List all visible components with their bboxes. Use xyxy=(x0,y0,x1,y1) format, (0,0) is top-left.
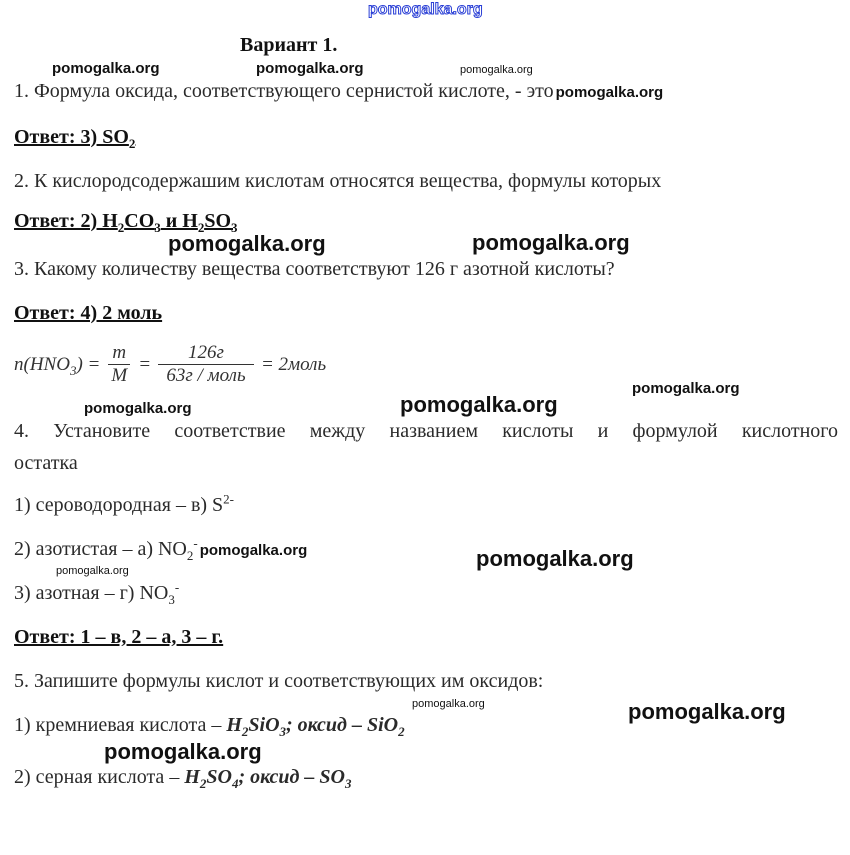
question-2: 2. К кислородсодержашим кислотам относятся вещества, формулы которых xyxy=(14,170,662,192)
answer-5-item: 1) кремниевая кислота – $H_2SiO_3$; оксид – SiO$_2$ xyxy=(14,714,405,739)
watermark: pomogalka.org xyxy=(472,230,630,255)
answer-1: Ответ: 3) $SO_2$ xyxy=(14,126,136,151)
watermark: pomogalka.org xyxy=(632,380,740,397)
question-3: 3. Какому количеству вещества соответствуют 126 г азотной кислоты? xyxy=(14,258,615,280)
watermark: pomogalka.org xyxy=(412,698,485,710)
watermark: pomogalka.org xyxy=(104,739,262,764)
watermark: pomogalka.org xyxy=(476,546,634,571)
match-item: 2) азотистая – а) $NO_2^-$ pomogalka.org xyxy=(14,535,308,563)
answer-3: Ответ: 4) 2 моль xyxy=(14,302,163,324)
answer-5-item: 2) серная кислота – $H_2SO_4$; оксид – $SO_3$ xyxy=(14,766,352,791)
watermark: pomogalka.org xyxy=(199,542,308,559)
watermark: pomogalka.org xyxy=(84,400,192,417)
question-1: 1. Формула оксида, соответствующего сернистой кислоте, - это pomogalka.org xyxy=(14,80,664,102)
watermark: pomogalka.org xyxy=(52,60,160,77)
answer-4: Ответ: 1 – в, 2 – а, 3 – г. xyxy=(14,626,224,648)
match-item: 3) азотная – г) $NO_3^-$ xyxy=(14,579,180,607)
watermark: pomogalka.org xyxy=(56,565,129,577)
watermark: pomogalka.org xyxy=(628,699,786,724)
watermark: pomogalka.org xyxy=(256,60,364,77)
watermark: pomogalka.org xyxy=(460,64,533,76)
watermark: pomogalka.org xyxy=(168,231,326,256)
question-4-cont: остатка xyxy=(14,452,78,474)
watermark: pomogalka.org xyxy=(555,84,664,101)
formula: $n(HNO_3)$ = $\frac{m}{M}$ = $\frac{126г}{\text{63г / моль}}$ = 2моль xyxy=(14,342,327,386)
match-item: 1) сероводородная – в) $S^{2-}$ xyxy=(14,491,235,516)
answer-2: Ответ: 2) $H_2CO_3$ и $H_2SO_3$ xyxy=(14,210,238,235)
question-4: 4. Установите соответствие между названием кислоты и формулой кислотного xyxy=(14,420,838,442)
question-5: 5. Запишите формулы кислот и соответствующих им оксидов: xyxy=(14,670,544,692)
page-title: Вариант 1. xyxy=(240,34,338,56)
watermark: pomogalka.org xyxy=(400,392,558,417)
watermark: pomogalka.org xyxy=(368,1,483,18)
